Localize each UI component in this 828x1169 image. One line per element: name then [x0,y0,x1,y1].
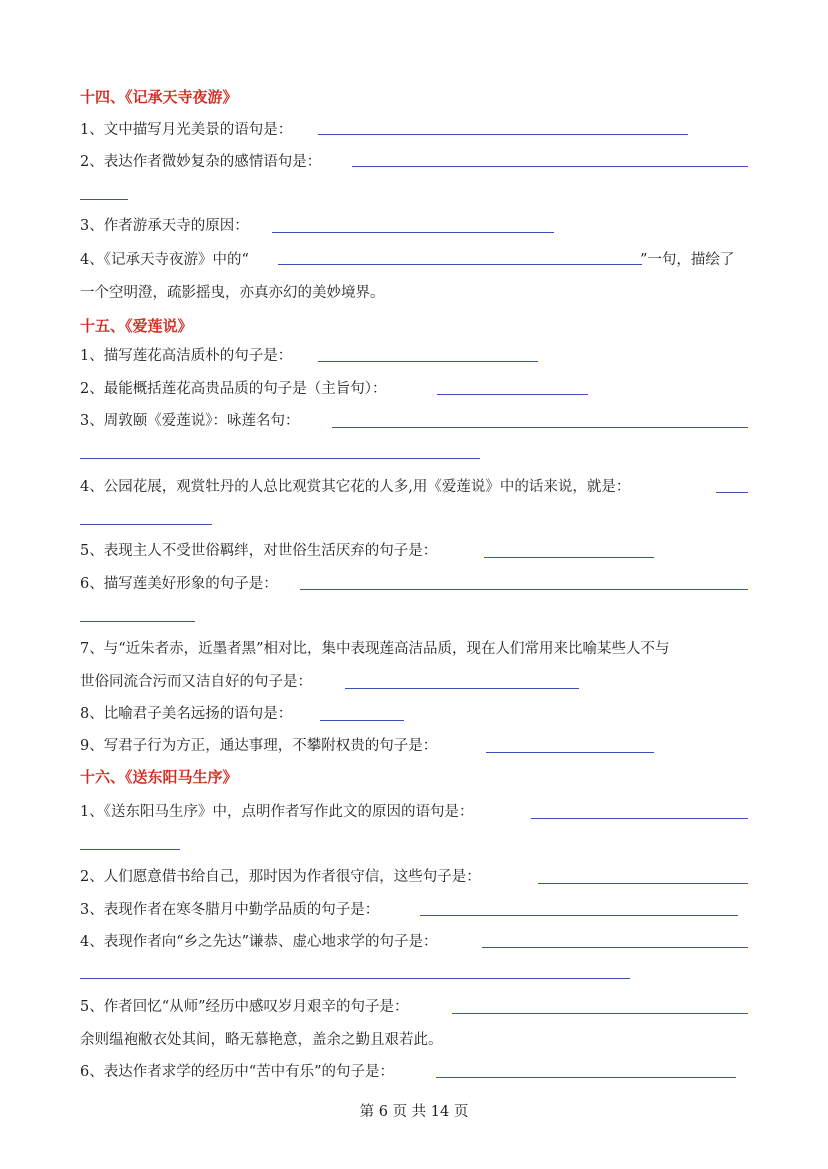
s15-q4: 4、公园花展，观赏牡丹的人总比观赏其它花的人多,用《爱莲说》中的话来说，就是： [80,479,631,495]
s16-q4: 4、表现作者向“乡之先达”谦恭、虚心地求学的句子是： [80,934,438,950]
s15-q5: 5、表现主人不受世俗羁绊，对世俗生活厌弃的句子是： [80,543,438,559]
answer-blank [80,458,480,459]
s15-q9: 9、写君子行为方正，通达事理，不攀附权贵的句子是： [80,738,438,754]
s16-q3: 3、表现作者在寒冬腊月中勤学品质的句子是： [80,902,380,918]
answer-blank [272,232,554,233]
answer-blank [332,427,748,428]
s16-q6: 6、表达作者求学的经历中“苦中有乐”的句子是： [80,1064,395,1080]
s14-q3: 3、作者游承天寺的原因： [80,218,249,234]
answer-blank [300,589,748,590]
answer-blank [716,492,748,493]
s14-q4c: 一个空明澄，疏影摇曳，亦真亦幻的美妙境界。 [80,285,385,301]
s15-q1: 1、描写莲花高洁质朴的句子是： [80,348,293,364]
answer-blank [420,915,738,916]
answer-blank [80,199,128,200]
s14-q2: 2、表达作者微妙复杂的感情语句是： [80,154,322,170]
s15-q7b: 世俗同流合污而又洁自好的句子是： [80,674,312,690]
answer-blank [538,883,748,884]
s15-q8: 8、比喻君子美名远扬的语句是： [80,706,293,722]
s15-q7a: 7、与“近朱者赤，近墨者黑”相对比，集中表现莲高洁品质，现在人们常用来比喻某些人不与 [80,641,670,657]
answer-blank [486,752,654,753]
answer-blank [318,361,538,362]
s15-q3: 3、周敦颐《爱莲说》：咏莲名句： [80,413,300,429]
answer-blank [352,166,748,167]
s15-q2: 2、最能概括莲花高贵品质的句子是（主旨句）： [80,381,387,397]
answer-blank [437,394,588,395]
s14-q4b: ”一句，描绘了 [640,252,735,268]
s16-q2: 2、人们愿意借书给自己，那时因为作者很守信，这些句子是： [80,869,481,885]
s16-q1: 1、《送东阳马生序》中，点明作者写作此文的原因的语句是： [80,804,474,820]
s14-q1: 1、文中描写月光美景的语句是： [80,122,293,138]
answer-blank [531,818,748,819]
page-footer: 第 6 页 共 14 页 [359,1104,469,1120]
answer-blank [80,849,180,850]
s16-q5-answer: 余则缊袍敝衣处其间，略无慕艳意，盖余之勤且艰若此。 [80,1032,443,1048]
answer-blank [484,557,654,558]
answer-blank [345,688,579,689]
section-16-title: 十六、《送东阳马生序》 [80,768,238,786]
answer-blank [80,621,195,622]
answer-blank [80,978,630,979]
section-14-title: 十四、《记承天寺夜游》 [80,88,238,106]
answer-blank [436,1077,736,1078]
answer-blank [278,264,642,265]
answer-blank [80,524,212,525]
answer-blank [318,134,688,135]
s16-q5: 5、作者回忆“从师”经历中感叹岁月艰辛的句子是： [80,999,409,1015]
section-15-title: 十五、《爱莲说》 [80,317,193,335]
answer-blank [482,947,748,948]
answer-blank [452,1013,748,1014]
s15-q6: 6、描写莲美好形象的句子是： [80,576,278,592]
s14-q4a: 4、《记承天寺夜游》中的“ [80,252,249,268]
answer-blank [320,720,404,721]
